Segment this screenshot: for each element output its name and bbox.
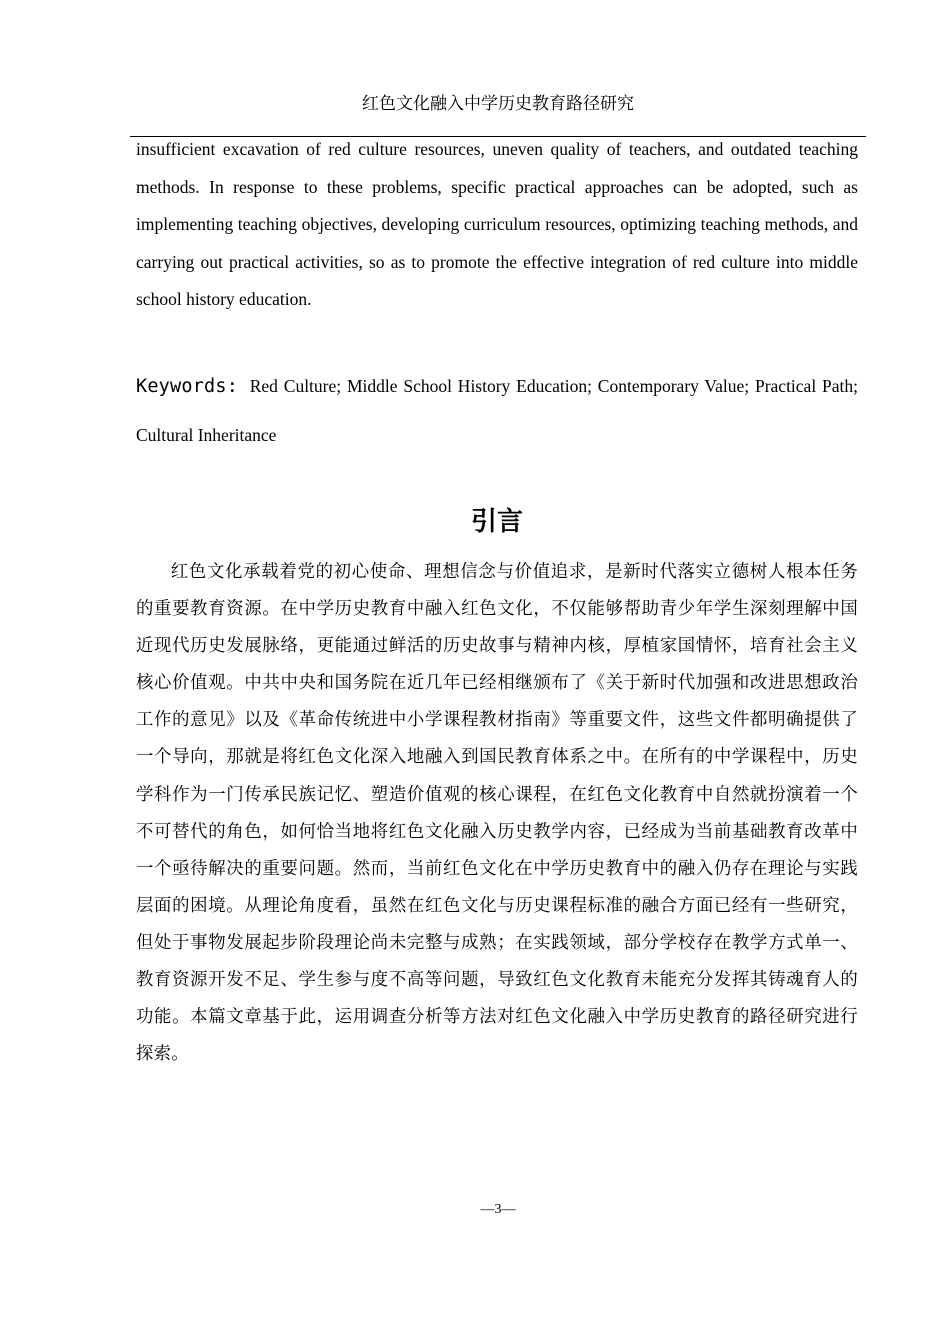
running-header: 红色文化融入中学历史教育路径研究 — [362, 94, 634, 114]
keywords-label: Keywords: — [136, 376, 239, 397]
keywords-line — [136, 362, 858, 459]
introduction-paragraph: 红色文化承载着党的初心使命、理想信念与价值追求，是新时代落实立德树人根本任务的重要教育资源。在中学历史教育中融入红色文化，不仅能够帮助青少年学生深刻理解中国近现代历史发展脉络，更能通过鲜活的历史故事与精神内核，厚植家国情怀，培育社会主义核心价值观。中共中央和国务院在近几年已经相继颁布了《关于新时代加强和改进思想政治工作的意见》以及《革命传统进中小学课程教材指南》等重要文件，这些文件都明确提供了一个导向，那就是将红色文化深入地融入到国民教育体系之中。在所有的中学课程中，历史学科作为一门传承民族记忆、塑造价值观的核心课程，在红色文化教育中自然就扮演着一个不可替代的角色，如何恰当地将红色文化融入历史教学内容，已经成为当前基础教育改革中一个亟待解决的重要问题。然而，当前红色文化在中学历史教育中的融入仍存在理论与实践层面的困境。从理论角度看，虽然在红色文化与历史课程标准的融合方面已经有一些研究，但处于事物发展起步阶段理论尚未完整与成熟；在实践领域，部分学校存在教学方式单一、教育资源开发不足、学生参与度不高等问题，导致红色文化教育未能充分发挥其铸魂育人的功能。本篇文章基于此，运用调查分析等方法对红色文化融入中学历史教育的路径研究进行探索。 — [136, 562, 858, 1065]
keywords-text: Red Culture; Middle School History Education; Contemporary Value; Practical Path; Cultural Inheritance — [136, 376, 859, 445]
english-abstract-continuation: insufficient excavation of red culture resources, uneven quality of teachers, and outdated teaching methods. In response to these problems, specific practical approaches can be adopted, such as implementing teaching objectives, developing curriculum resources, optimizing teaching methods, and carrying out practical activities, so as to promote the effective integration of red culture into middle school history education. — [136, 139, 858, 309]
introduction-heading: 引言 — [470, 507, 523, 537]
page-number: —3— — [480, 1202, 516, 1217]
